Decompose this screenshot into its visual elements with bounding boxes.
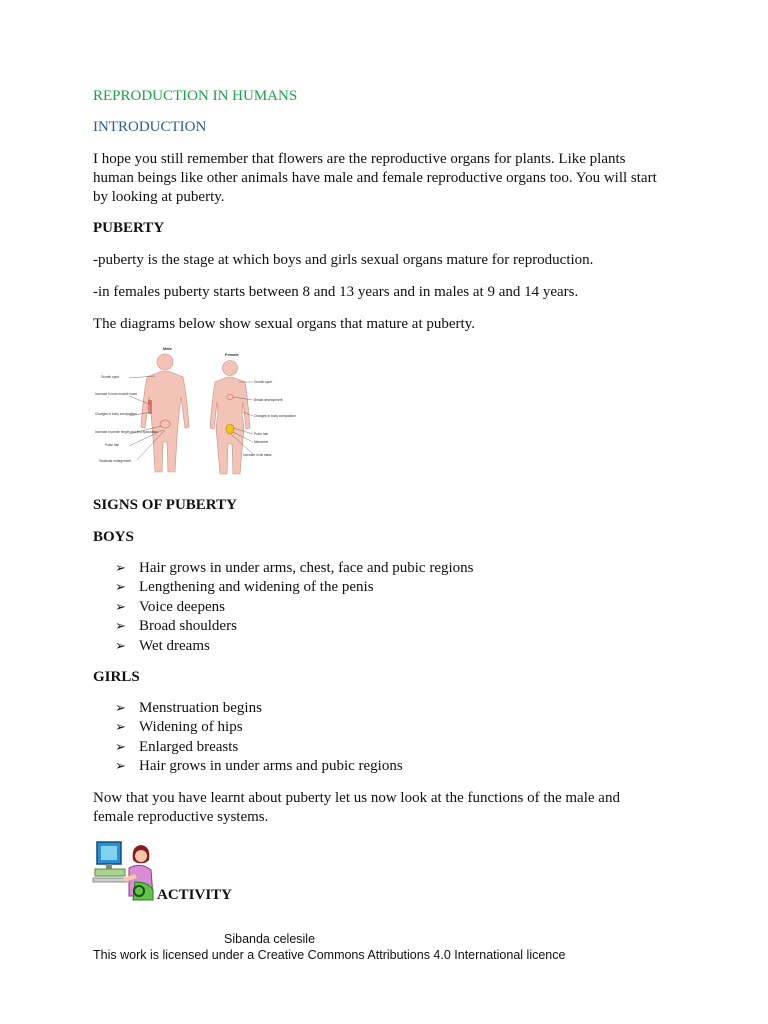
- callout-body-composition-female: Changes in body composition: [254, 414, 296, 418]
- list-item: ➢ Hair grows in under arms and pubic regions: [115, 757, 403, 776]
- callout-lean-muscle: Increase in lean muscle mass: [95, 392, 137, 396]
- callout-growth-spurt-female: Growth spurt: [254, 380, 273, 384]
- list-item: ➢ Hair grows in under arms, chest, face and pubic regions: [115, 559, 473, 578]
- closing-paragraph: Now that you have learnt about puberty let us now look at the functions of the male and female reproductive systems.: [93, 790, 620, 825]
- list-item: ➢ Lengthening and widening of the penis: [115, 578, 473, 597]
- footer-license: This work is licensed under a Creative Commons Attributions 4.0 International licence: [93, 948, 566, 962]
- callout-testicular: Testicular enlargement: [99, 459, 132, 463]
- list-item: ➢ Menstruation begins: [115, 699, 403, 718]
- activity-label: ACTIVITY: [157, 887, 233, 903]
- list-item: ➢ Widening of hips: [115, 718, 403, 737]
- puberty-age-range: -in females puberty starts between 8 and 13 years and in males at 9 and 14 years.: [93, 284, 579, 300]
- callout-body-composition-male: Changes in body composition: [95, 412, 137, 416]
- female-label: Female: [225, 352, 239, 357]
- diagram-caption: The diagrams below show sexual organs that mature at puberty.: [93, 316, 475, 332]
- arrow-bullet-icon: ➢: [115, 720, 126, 736]
- puberty-diagram: [93, 342, 296, 482]
- girls-heading: GIRLS: [93, 669, 140, 685]
- list-item: ➢ Voice deepens: [115, 598, 473, 617]
- arrow-bullet-icon: ➢: [115, 759, 126, 775]
- list-item: ➢ Enlarged breasts: [115, 738, 403, 757]
- puberty-definition: -puberty is the stage at which boys and girls sexual organs mature for reproduction.: [93, 252, 594, 268]
- male-label: Male: [163, 346, 172, 351]
- boys-signs-list: [115, 559, 473, 656]
- introduction-heading: INTRODUCTION: [93, 119, 207, 135]
- document-title: REPRODUCTION IN HUMANS: [93, 88, 298, 104]
- list-item: ➢ Wet dreams: [115, 637, 473, 656]
- boys-heading: BOYS: [93, 529, 134, 545]
- arrow-bullet-icon: ➢: [115, 739, 126, 755]
- callout-growth-spurt-male: Growth spurt: [101, 375, 120, 379]
- arrow-bullet-icon: ➢: [115, 619, 126, 635]
- callout-pubic-hair-female: Pubic hair: [254, 432, 269, 436]
- activity-clipart-icon: [93, 838, 157, 902]
- callout-menarche: Menarche: [254, 440, 269, 444]
- footer-author: Sibanda celesile: [224, 932, 316, 946]
- callout-pubic-hair-male: Pubic hair: [105, 443, 120, 447]
- puberty-heading: PUBERTY: [93, 220, 165, 236]
- arrow-bullet-icon: ➢: [115, 599, 126, 615]
- arrow-bullet-icon: ➢: [115, 580, 126, 596]
- arrow-bullet-icon: ➢: [115, 701, 126, 716]
- introduction-paragraph: I hope you still remember that flowers are the reproductive organs for plants. Like plants human beings like other animals have male and female reproductive organs too. You will start by looking at puberty.: [93, 151, 657, 205]
- callout-penile-length: Increase in penile length and first ejaculation: [95, 430, 158, 434]
- girls-signs-list: [115, 699, 403, 777]
- signs-of-puberty-heading: SIGNS OF PUBERTY: [93, 497, 237, 513]
- callout-breast-development: Breast development: [254, 398, 283, 402]
- arrow-bullet-icon: ➢: [115, 561, 126, 576]
- list-item: ➢ Broad shoulders: [115, 617, 473, 636]
- arrow-bullet-icon: ➢: [115, 638, 126, 654]
- callout-fat-mass: Increase in fat mass: [243, 453, 272, 457]
